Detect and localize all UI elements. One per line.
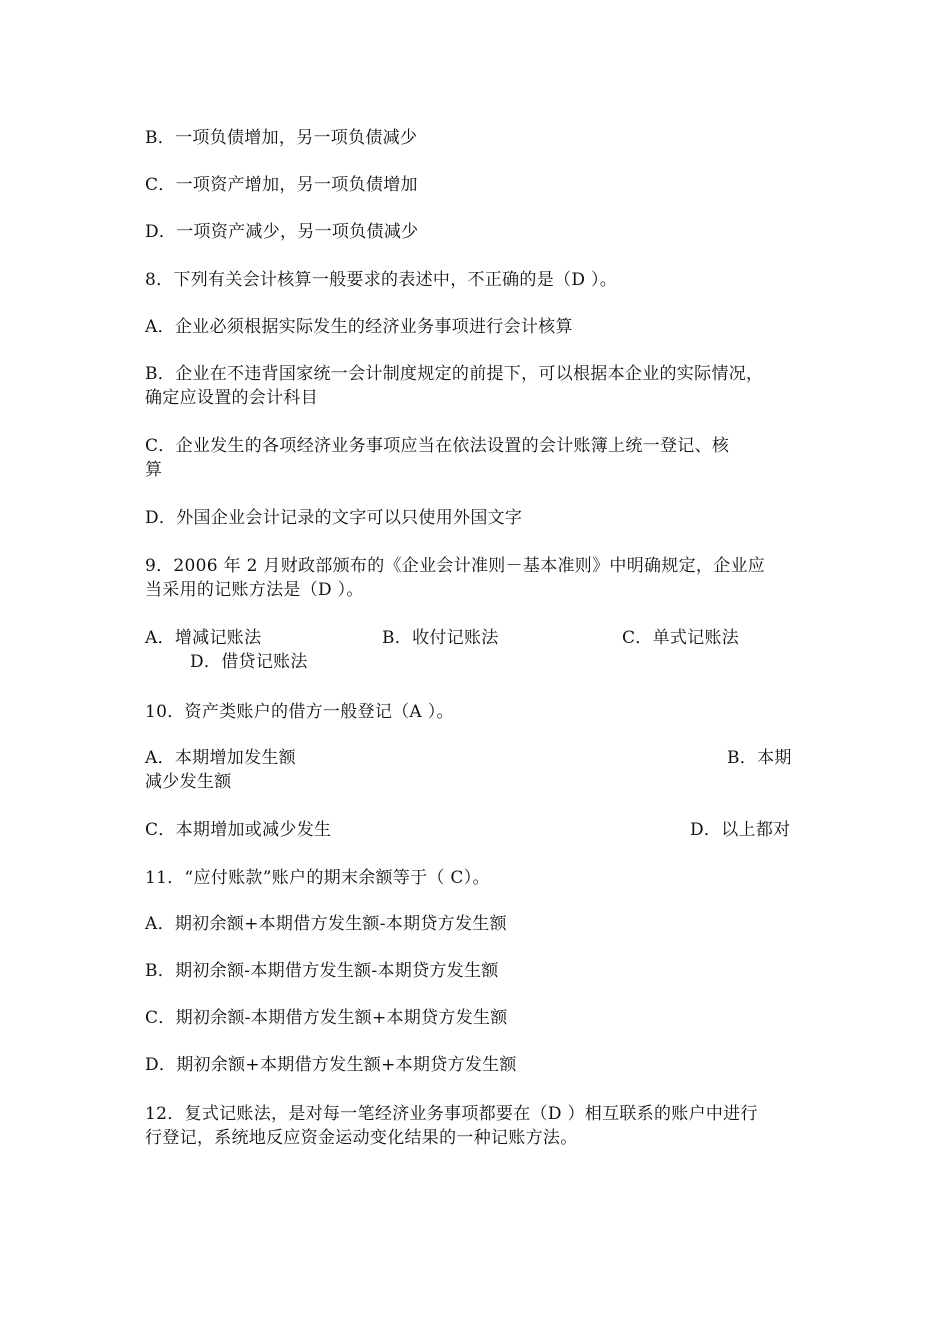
q9-option-a: A．增减记账法 (145, 628, 262, 648)
q11-option-a: A．期初余额+本期借方发生额-本期贷方发生额 (145, 914, 507, 934)
q9-option-c: C．单式记账法 (622, 628, 740, 648)
question-10: 10．资产类账户的借方一般登记（A ）。 (145, 702, 454, 722)
q9-options-row (145, 626, 845, 650)
q8-option-c-line2: 算 (145, 460, 163, 480)
q7-option-c: C．一项资产增加，另一项负债增加 (145, 175, 418, 195)
question-9-line2: 当采用的记账方法是（D ）。 (145, 580, 364, 600)
question-8: 8．下列有关会计核算一般要求的表述中，不正确的是（D ）。 (145, 270, 618, 290)
q10-option-b-continued: 减少发生额 (145, 772, 232, 792)
q8-option-b-line2: 确定应设置的会计科目 (145, 388, 318, 408)
question-9-line1: 9．2006 年 2 月财政部颁布的《企业会计准则－基本准则》中明确规定，企业应 (145, 556, 766, 576)
q9-option-d: D．借贷记账法 (190, 652, 308, 672)
q10-option-d: D．以上都对 (690, 820, 791, 840)
q8-option-a: A．企业必须根据实际发生的经济业务事项进行会计核算 (145, 317, 573, 337)
q7-option-d: D．一项资产减少，另一项负债减少 (145, 222, 419, 242)
question-11: 11．“应付账款”账户的期末余额等于（ C）。 (145, 868, 490, 888)
q7-option-b: B．一项负债增加，另一项负债减少 (145, 128, 418, 148)
q10-options-row1 (145, 746, 805, 770)
q11-option-c: C．期初余额-本期借方发生额+本期贷方发生额 (145, 1008, 508, 1028)
q8-option-d: D．外国企业会计记录的文字可以只使用外国文字 (145, 508, 523, 528)
question-12-line1: 12．复式记账法，是对每一笔经济业务事项都要在（D ）相互联系的账户中进行 (145, 1104, 758, 1124)
q10-options-row2 (145, 818, 805, 842)
q10-option-b: B．本期 (727, 748, 792, 768)
q10-option-a: A．本期增加发生额 (145, 748, 296, 768)
q8-option-c-line1: C．企业发生的各项经济业务事项应当在依法设置的会计账簿上统一登记、核 (145, 436, 730, 456)
q8-option-b-line1: B．企业在不违背国家统一会计制度规定的前提下，可以根据本企业的实际情况， (145, 364, 764, 384)
q9-option-b: B．收付记账法 (382, 628, 499, 648)
q11-option-d: D．期初余额+本期借方发生额+本期贷方发生额 (145, 1055, 517, 1075)
q10-option-c: C．本期增加或减少发生 (145, 820, 332, 840)
question-12-line2: 行登记，系统地反应资金运动变化结果的一种记账方法。 (145, 1128, 578, 1148)
q11-option-b: B．期初余额-本期借方发生额-本期贷方发生额 (145, 961, 499, 981)
